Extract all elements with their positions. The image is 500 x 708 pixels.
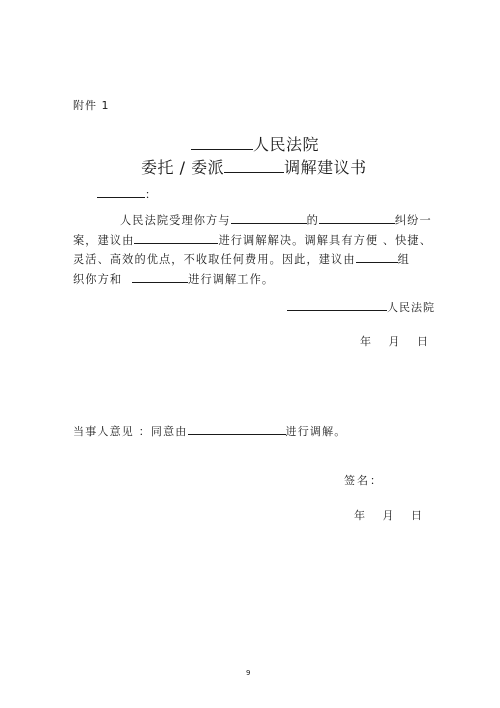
body-line-3 (73, 249, 447, 269)
organizer-blank[interactable] (356, 249, 398, 263)
attachment-label: 附件 1 (73, 99, 110, 112)
party-b-blank[interactable] (319, 210, 395, 224)
document-title (141, 155, 367, 178)
body-line-4 (73, 269, 447, 289)
signature-label: 签名： (344, 474, 383, 487)
addressee-colon: ： (145, 188, 156, 201)
body-line-1 (73, 210, 447, 230)
body-text: 的 (306, 214, 319, 227)
body-text: 织你方和 (73, 272, 123, 286)
body-text: 灵活、高效的优点，不收取任何费用。因此，建议由 (73, 253, 356, 266)
body-text: 案，建议由 (73, 233, 135, 247)
body-text: 进行调解解决。调解具有方便 、快捷、 (218, 233, 432, 247)
entrust-prefix: 委托 / 委派 (141, 158, 225, 177)
mediation-org-blank[interactable] (134, 230, 218, 244)
mediator-blank[interactable] (224, 159, 284, 173)
body-text: 组 (397, 253, 410, 266)
opinion-prefix: 当事人意见 ：同意由 (73, 425, 188, 438)
signature-date: 年 月 日 (354, 509, 422, 522)
party-a-blank[interactable] (231, 210, 307, 224)
body-paragraph (73, 210, 447, 288)
addressee-blank[interactable] (97, 184, 145, 198)
body-text: 人民法院受理你方与 (120, 214, 231, 227)
addressee (97, 184, 156, 202)
opinion-suffix: 进行调解。 (285, 425, 347, 438)
other-party-blank[interactable] (132, 269, 188, 283)
issuer-court (287, 297, 435, 315)
court-name-blank[interactable] (191, 136, 253, 150)
doc-suffix: 调解建议书 (284, 158, 367, 177)
issue-date: 年 月 日 (360, 335, 428, 348)
issuer-suffix: 人民法院 (387, 301, 435, 314)
opinion-mediator-blank[interactable] (188, 421, 286, 435)
court-suffix: 人民法院 (253, 135, 320, 154)
body-line-2 (73, 230, 447, 250)
page-number: 9 (246, 669, 251, 677)
body-text: 进行调解工作。 (188, 272, 275, 286)
party-opinion (73, 421, 347, 439)
issuer-court-blank[interactable] (287, 297, 387, 311)
document-title-court (191, 132, 319, 155)
body-text: 纠纷一 (394, 214, 432, 227)
